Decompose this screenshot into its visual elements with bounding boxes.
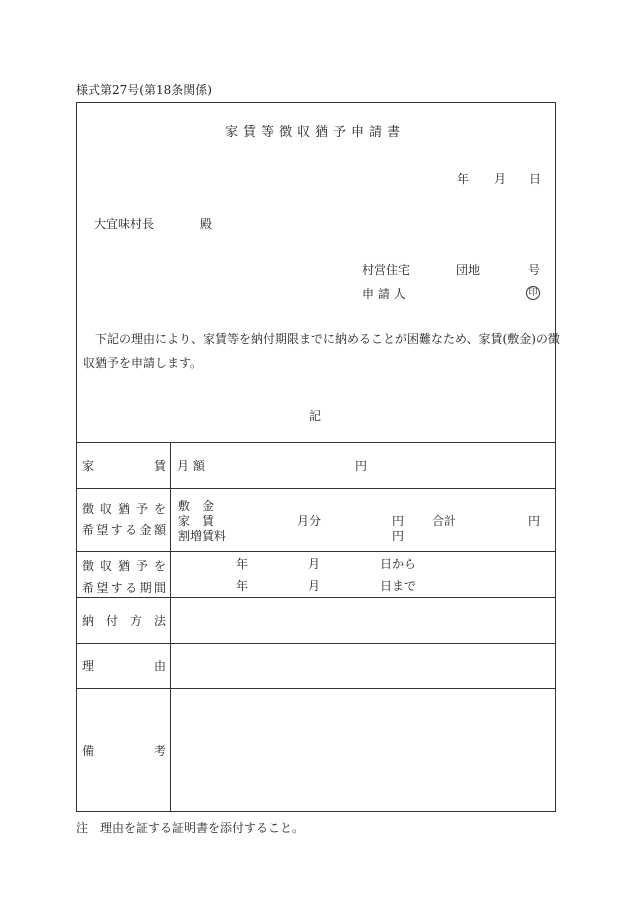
form-number-label: 様式第27号(第18条関係) — [76, 83, 212, 97]
period-start-day: 日から — [380, 557, 417, 571]
label-char: を — [153, 559, 166, 573]
body-line-2: 収猶予を申請します。 — [83, 356, 203, 370]
label-char: 徴 — [82, 559, 95, 573]
period-end-year: 年 — [236, 579, 249, 593]
label-char: す — [110, 581, 123, 595]
form-title: 家賃等徴収猶予申請書 — [224, 125, 405, 140]
period-label-line-2 — [82, 582, 166, 594]
remarks-label — [82, 745, 166, 757]
body-line-1: 下記の理由により、家賃等を納付期限までに納めることが困難なため、家賃(敷金)の徴 — [95, 332, 560, 346]
table-rule — [76, 688, 556, 689]
rent-yen-unit: 円 — [355, 459, 368, 473]
total-label: 合計 — [432, 514, 457, 528]
rent-amount-label: 家 賃 — [178, 514, 215, 528]
number-label: 号 — [528, 263, 541, 277]
period-label — [82, 560, 166, 594]
block-label: 団地 — [456, 263, 481, 277]
amount-label-line-2 — [82, 524, 166, 536]
footnote: 注 理由を証する証明書を添付すること。 — [76, 821, 305, 835]
months-unit: 月分 — [297, 514, 322, 528]
period-start-year: 年 — [236, 557, 249, 571]
payment-method-label — [82, 615, 166, 627]
amount-label — [82, 503, 166, 536]
label-char: 希 — [82, 581, 95, 595]
rent-monthly-label: 月 額 — [177, 459, 205, 473]
date-year: 年 — [457, 172, 470, 186]
label-char: 付 — [105, 614, 118, 628]
period-start-month: 月 — [308, 557, 321, 571]
period-end-day: 日まで — [380, 579, 417, 593]
seal-mark: 印 — [526, 286, 540, 300]
label-char: 間 — [153, 581, 166, 595]
label-char: 方 — [129, 614, 142, 628]
table-rule — [76, 442, 556, 443]
label-char: 賃 — [153, 459, 166, 473]
label-char: 理 — [82, 659, 95, 673]
surcharge-label: 割増賃料 — [178, 529, 227, 543]
deposit-label: 敷 金 — [178, 499, 215, 513]
period-label-line-1 — [82, 560, 166, 572]
table-rule — [76, 597, 556, 598]
label-char: 額 — [153, 523, 166, 537]
form-frame — [76, 102, 556, 812]
addressee-name: 大宜味村長 — [94, 217, 155, 231]
label-char: 納 — [82, 614, 95, 628]
reason-label — [82, 660, 166, 672]
label-char: 法 — [153, 614, 166, 628]
label-char: を — [153, 502, 166, 516]
label-char: 望 — [96, 581, 109, 595]
label-char: 収 — [99, 559, 112, 573]
label-char: る — [125, 523, 138, 537]
period-end-month: 月 — [308, 579, 321, 593]
amount-yen-unit: 円 — [392, 514, 405, 528]
table-column-rule — [170, 442, 171, 812]
date-day: 日 — [529, 172, 542, 186]
table-rule — [76, 551, 556, 552]
amount-label-line-1 — [82, 503, 166, 515]
label-char: る — [125, 581, 138, 595]
housing-label: 村営住宅 — [362, 263, 411, 277]
date-month: 月 — [494, 172, 507, 186]
label-char: 考 — [153, 744, 166, 758]
surcharge-yen-unit: 円 — [392, 529, 405, 543]
label-char: 由 — [153, 659, 166, 673]
label-char: 希 — [82, 523, 95, 537]
applicant-label: 申 請 人 — [362, 287, 406, 301]
ki-heading: 記 — [309, 409, 322, 423]
table-rule — [76, 643, 556, 644]
label-char: 猶 — [117, 559, 130, 573]
addressee-honorific: 殿 — [200, 217, 213, 231]
label-char: 徴 — [82, 502, 95, 516]
label-char: 予 — [135, 559, 148, 573]
label-char: 望 — [96, 523, 109, 537]
label-char: す — [110, 523, 123, 537]
label-char: 家 — [82, 459, 95, 473]
label-char: 期 — [139, 581, 152, 595]
label-char: 猶 — [117, 502, 130, 516]
label-char: 収 — [99, 502, 112, 516]
label-char: 予 — [135, 502, 148, 516]
label-char: 備 — [82, 744, 95, 758]
total-yen-unit: 円 — [528, 514, 541, 528]
label-char: 金 — [139, 523, 152, 537]
table-rule — [76, 488, 556, 489]
rent-label — [82, 460, 166, 472]
